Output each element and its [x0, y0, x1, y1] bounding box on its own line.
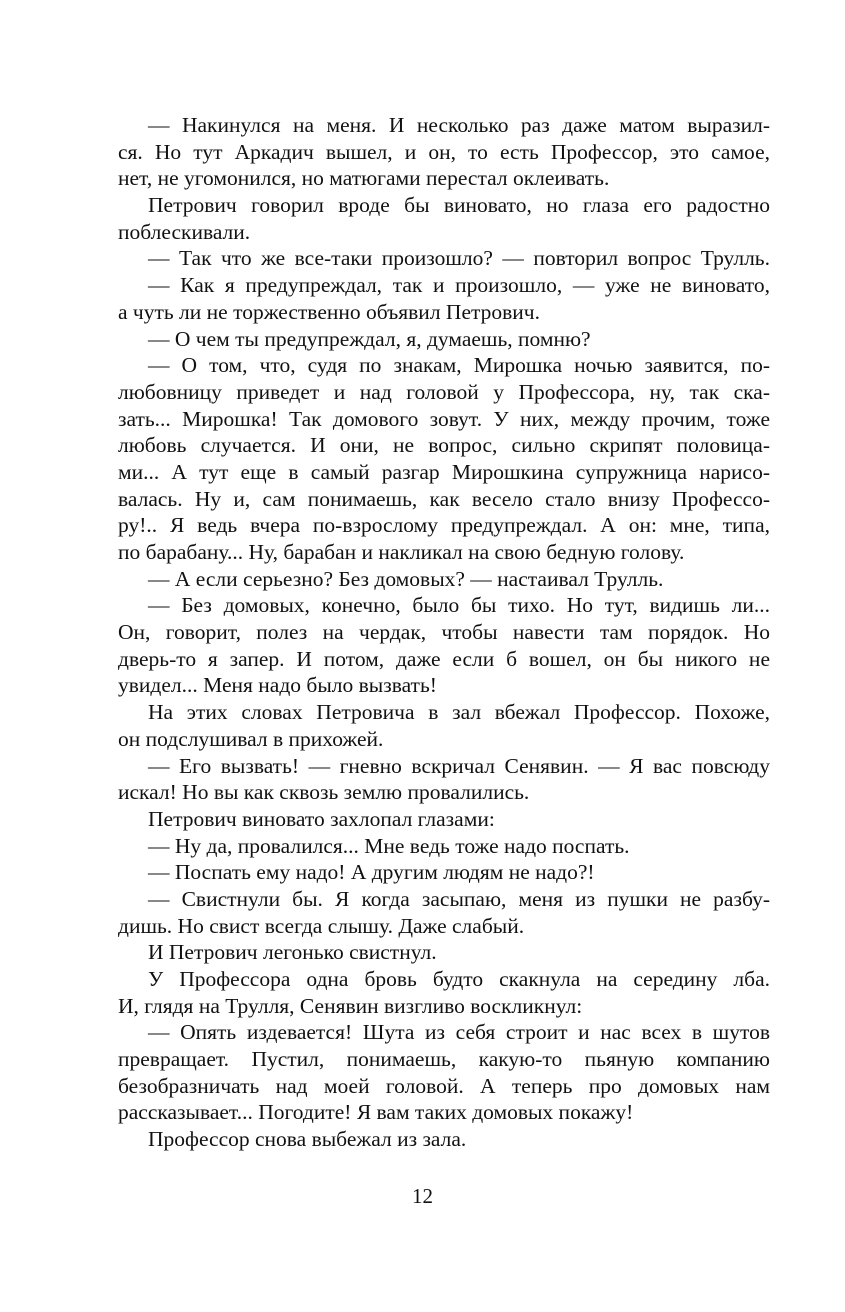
text-line: рассказывает... Погодите! Я вам таких домовых покажу!: [118, 1100, 634, 1125]
page-text: [118, 112, 770, 1153]
text-line: любовницу приведет и над головой у Профессора, ну, так ска-: [118, 379, 770, 404]
text-line: ру!.. Я ведь вчера по-взрослому предупреждал. А он: мне, типа,: [118, 513, 770, 538]
text-line: И, глядя на Трулля, Сенявин визгливо воскликнул:: [118, 993, 583, 1018]
text-line: — Ну да, провалился... Мне ведь тоже надо поспать.: [148, 833, 630, 858]
text-line: Петрович виновато захлопал глазами:: [148, 806, 495, 831]
text-line: увидел... Меня надо было вызвать!: [118, 673, 437, 698]
text-line: — А если серьезно? Без домовых? — настаивал Трулль.: [148, 566, 664, 591]
text-line: — О том, что, судя по знакам, Мирошка ночью заявится, по-: [148, 353, 770, 378]
text-line: Он, говорит, полез на чердак, чтобы навести там порядок. Но: [118, 620, 770, 645]
text-line: — Его вызвать! — гневно вскричал Сенявин. — Я вас повсюду: [148, 753, 770, 778]
text-line: а чуть ли не торжественно объявил Петрович.: [118, 299, 540, 324]
text-line: превращает. Пустил, понимаешь, какую-то пьяную компанию: [118, 1047, 770, 1072]
text-line: — Накинулся на меня. И несколько раз даже матом выразил-: [148, 113, 770, 137]
text-line: ми... А тут еще в самый разгар Мирошкина супружница нарисо-: [118, 459, 770, 484]
text-line: И Петрович легонько свистнул.: [148, 940, 437, 965]
text-line: зать... Мирошка! Так домового зовут. У них, между прочим, тоже: [118, 406, 770, 431]
text-line: дишь. Но свист всегда слышу. Даже слабый.: [118, 913, 525, 938]
text-line: Профессор снова выбежал из зала.: [148, 1127, 467, 1152]
text-line: У Профессора одна бровь будто скакнула на середину лба.: [148, 967, 770, 991]
text-line: — Так что же все-таки произошло? — повторил вопрос Трулль.: [148, 246, 770, 271]
page-number: 12: [412, 1184, 433, 1208]
text-line: искал! Но вы как сквозь землю провалились.: [118, 780, 530, 805]
text-line: он подслушивал в прихожей.: [118, 726, 384, 751]
text-line: любовь случается. И они, не вопрос, сильно скрипят половица-: [118, 433, 770, 458]
text-line: нет, не угомонился, но матюгами перестал оклеивать.: [118, 166, 610, 191]
text-line: — О чем ты предупреждал, я, думаешь, помню?: [148, 326, 591, 351]
text-line: поблескивали.: [118, 219, 251, 244]
text-line: — Поспать ему надо! А другим людям не надо?!: [148, 860, 595, 885]
text-line: На этих словах Петровича в зал вбежал Профессор. Похоже,: [148, 700, 770, 725]
text-line: — Как я предупреждал, так и произошло, — уже не виновато,: [148, 273, 770, 298]
text-line: дверь-то я запер. И потом, даже если б вошел, он бы никого не: [118, 646, 770, 671]
text-line: безобразничать над моей головой. А теперь про домовых нам: [118, 1073, 770, 1098]
text-line: — Свистнули бы. Я когда засыпаю, меня из пушки не разбу-: [148, 886, 770, 911]
text-line: Петрович говорил вроде бы виновато, но глаза его радостно: [148, 193, 770, 218]
text-line: валась. Ну и, сам понимаешь, как весело стало внизу Профессо-: [118, 486, 770, 511]
text-line: ся. Но тут Аркадич вышел, и он, то есть Профессор, это самое,: [118, 139, 770, 164]
text-line: по барабану... Ну, барабан и накликал на свою бедную голову.: [118, 540, 685, 564]
text-line: — Без домовых, конечно, было бы тихо. Но тут, видишь ли...: [148, 593, 770, 618]
text-line: — Опять издевается! Шута из себя строит и нас всех в шутов: [148, 1020, 770, 1045]
